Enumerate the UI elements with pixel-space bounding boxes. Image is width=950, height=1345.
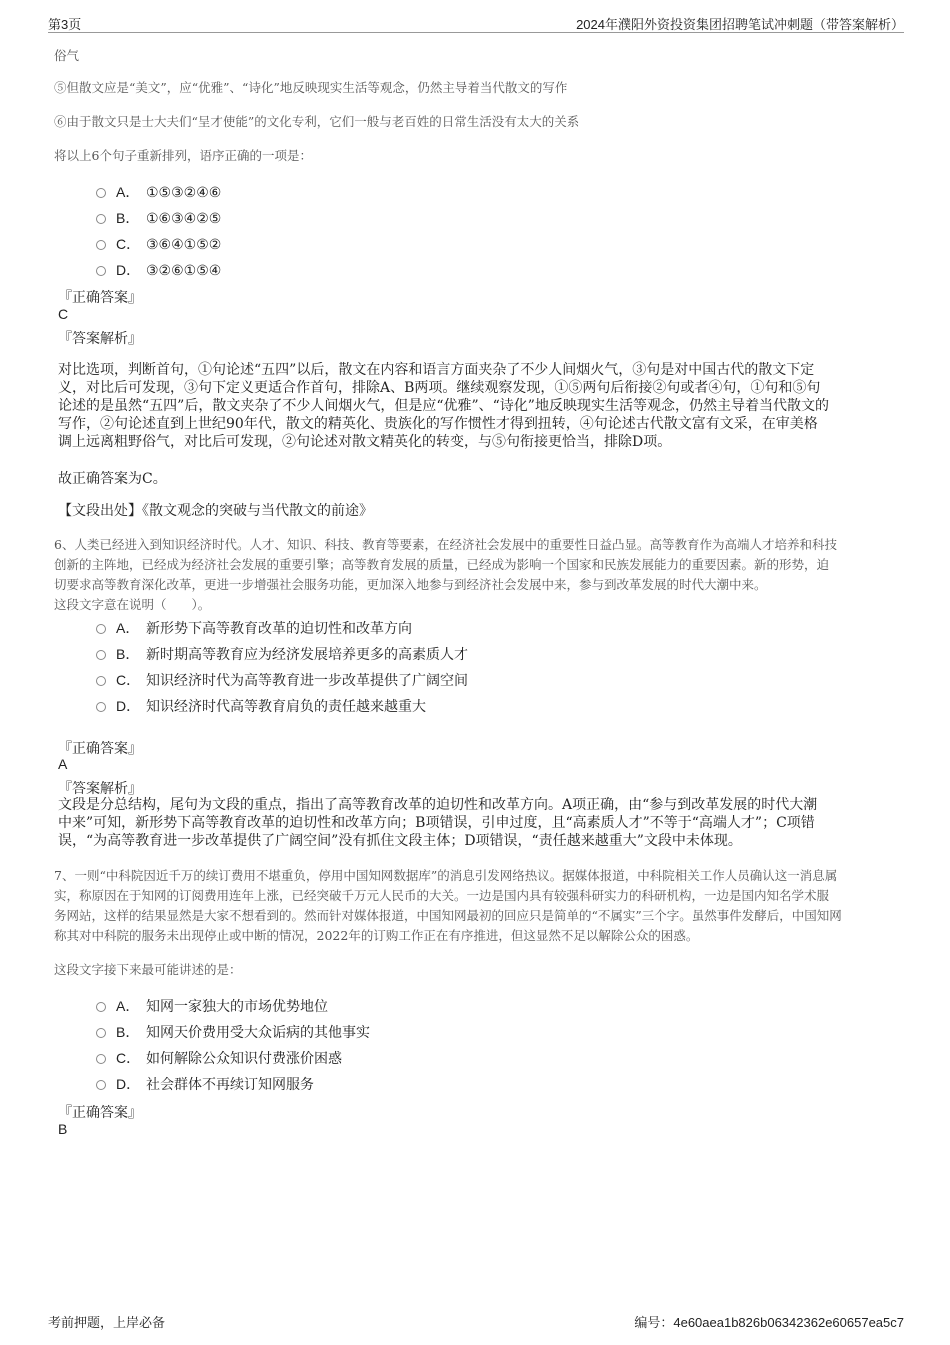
q7-option-d[interactable]: D． 社会群体不再续订知网服务 — [96, 1074, 370, 1094]
q5-options — [96, 182, 221, 280]
radio-icon[interactable] — [96, 188, 106, 198]
radio-icon[interactable] — [96, 266, 106, 276]
q7-answer-label: 『正确答案』 — [58, 1105, 142, 1121]
q6-options — [96, 618, 468, 716]
q5-option-d[interactable]: D． ③②⑥①⑤④ — [96, 260, 221, 280]
radio-icon[interactable] — [96, 1028, 106, 1038]
q6-option-c[interactable]: C． 知识经济时代为高等教育进一步改革提供了广阔空间 — [96, 670, 468, 690]
q7-options — [96, 996, 370, 1094]
footer-slogan: 考前押题，上岸必备 — [48, 1315, 166, 1330]
radio-icon[interactable] — [96, 214, 106, 224]
q5-analysis-label: 『答案解析』 — [58, 331, 142, 347]
radio-icon[interactable] — [96, 1002, 106, 1012]
q5-conclusion: 故正确答案为C。 — [58, 471, 167, 487]
q5-source: 【文段出处】《散文观念的突破与当代散文的前途》 — [58, 503, 373, 519]
q5-option-a[interactable]: A． ①⑤③②④⑥ — [96, 182, 221, 202]
q6-answer: A — [58, 756, 68, 772]
q5-option-c[interactable]: C． ③⑥④①⑤② — [96, 234, 221, 254]
q7-option-c[interactable]: C． 如何解除公众知识付费涨价困惑 — [96, 1048, 370, 1068]
q6-stem: 6、人类已经进入到知识经济时代。人才、知识、科技、教育等要素，在经济社会发展中的重要性日益凸显。高等教育作为高端人才培养和科技 创新的主阵地，已经成为经济社会发展的重要引擎；高等教育发展的质量，已经成为影响一个国家和民族发展能力的重要因素。新的形势，迫 切要求高等教育深化改革，更进一步增强社会服务功能，更加深入地参与到经济社会发展中来，参与到改革发展的时代大潮中来。 这段文字意在说明（ ）。 — [54, 537, 837, 612]
radio-icon[interactable] — [96, 676, 106, 686]
q6-option-d[interactable]: D． 知识经济时代高等教育肩负的责任越来越重大 — [96, 696, 468, 716]
q7-option-a[interactable]: A． 知网一家独大的市场优势地位 — [96, 996, 370, 1016]
q6-analysis-label: 『答案解析』 — [58, 781, 142, 797]
q6-option-a[interactable]: A． 新形势下高等教育改革的迫切性和改革方向 — [96, 618, 468, 638]
q5-prompt: 将以上6个句子重新排列，语序正确的一项是： — [54, 148, 312, 163]
radio-icon[interactable] — [96, 240, 106, 250]
page-footer — [48, 1312, 904, 1330]
radio-icon[interactable] — [96, 1054, 106, 1064]
q5-analysis: 对比选项，判断首句，①句论述“五四”以后，散文在内容和语言方面夹杂了不少人间烟火气，③句是对中国古代的散文下定 义，对比后可发现，③句下定义更适合作首句，排除A、B两项。继续观察发现，①⑤两句后衔接②句或者④句，①句和⑤句 论述的是虽然“五四”后，散文夹杂了不少人间烟火气，但是应“优雅”、“诗化”地反映现实生活等观念，仍然主导着当代散文的 写作，②句论述直到上世纪90年代，散文的精英化、贵族化的写作惯性才得到扭转，④句论述古代散文富有文采，在审美格 调上远离粗野俗气，对比后可发现，②句论述对散文精英化的转变，与⑤句衔接更恰当，排除D项。 — [58, 362, 829, 450]
q6-answer-label: 『正确答案』 — [58, 741, 142, 757]
q7-prompt: 这段文字接下来最可能讲述的是： — [54, 962, 242, 977]
q5-answer-label: 『正确答案』 — [58, 290, 142, 306]
q5-sentence-5: ⑤但散文应是“美文”，应“优雅”、“诗化”地反映现实生活等观念，仍然主导着当代散文的写作 — [54, 80, 568, 95]
q5-answer: C — [58, 306, 69, 322]
q5-continuation: 俗气 — [54, 48, 80, 63]
q7-stem: 7、一则“中科院因近千万的续订费用不堪重负，停用中国知网数据库”的消息引发网络热议。据媒体报道，中科院相关工作人员确认这一消息属 实，称原因在于知网的订阅费用连年上涨，已经突破千万元人民币的大关。一边是国内具有较强科研实力的科研机构，一边是国内知名学术服 务网站，这样的结果显然是大家不想看到的。然而针对媒体报道，中国知网最初的回应只是简单的“不属实”三个字。虽然事件发酵后，中国知网 称其对中科院的服务未出现停止或中断的情况，2022年的订购工作正在有序推进，但这显然不足以解除公众的困惑。 — [54, 868, 842, 943]
q5-sentence-6: ⑥由于散文只是士大夫们“呈才使能”的文化专利，它们一般与老百姓的日常生活没有太大的关系 — [54, 114, 580, 129]
radio-icon[interactable] — [96, 702, 106, 712]
q6-analysis: 文段是分总结构，尾句为文段的重点，指出了高等教育改革的迫切性和改革方向。A项正确，由“参与到改革发展的时代大潮 中来”可知，新形势下高等教育改革的迫切性和改革方向；B项错误，引申过度，且“高素质人才”不等于“高端人才”；C项错 误，“为高等教育进一步改革提供了广阔空间”没有抓住文段主体；D项错误，“责任越来越重大”文段中未体现。 — [58, 797, 818, 849]
q7-option-b[interactable]: B． 知网天价费用受大众诟病的其他事实 — [96, 1022, 370, 1042]
document-code: 编号：4e60aea1b826b06342362e60657ea5c7 — [634, 1315, 904, 1330]
page-number: 第3页 — [48, 17, 82, 32]
radio-icon[interactable] — [96, 624, 106, 634]
q5-option-b[interactable]: B． ①⑥③④②⑤ — [96, 208, 221, 228]
radio-icon[interactable] — [96, 650, 106, 660]
document-title: 2024年濮阳外资投资集团招聘笔试冲刺题（带答案解析） — [576, 17, 904, 32]
q6-option-b[interactable]: B． 新时期高等教育应为经济发展培养更多的高素质人才 — [96, 644, 468, 664]
radio-icon[interactable] — [96, 1080, 106, 1090]
page-header — [48, 14, 904, 33]
q7-answer: B — [58, 1121, 68, 1137]
